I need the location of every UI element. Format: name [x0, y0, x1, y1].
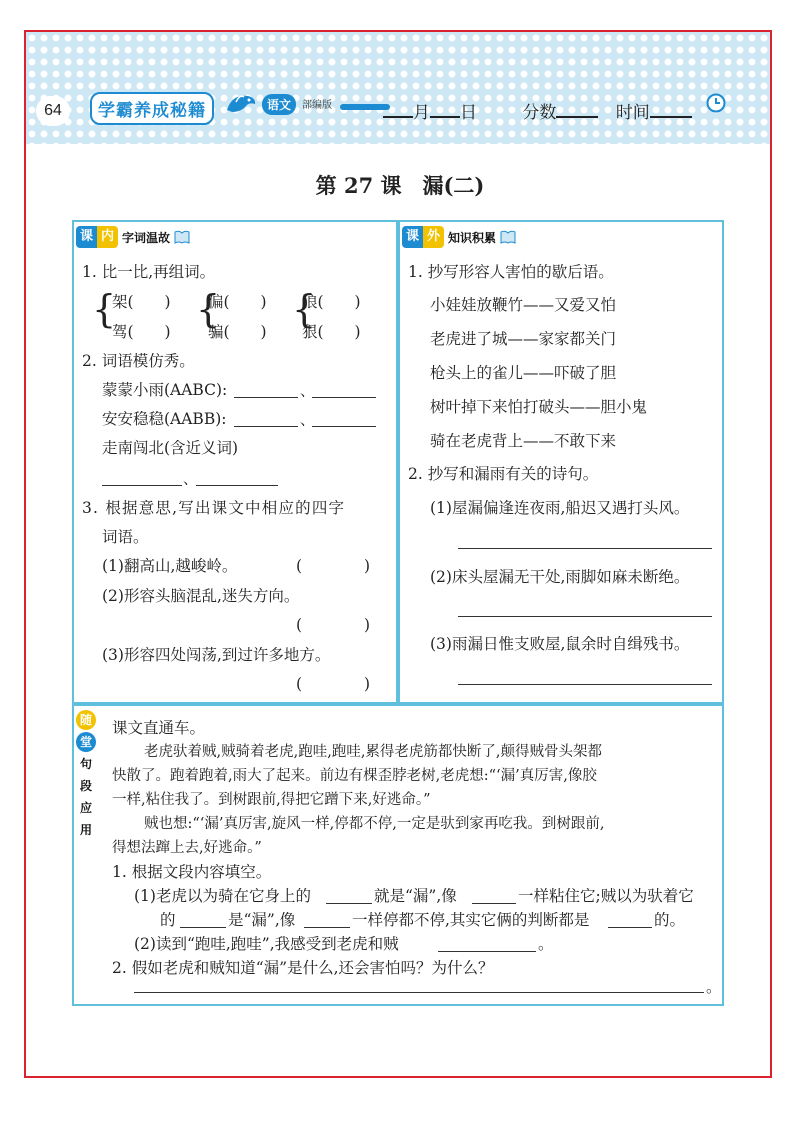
- vtag-char-4: 段: [76, 776, 96, 796]
- lesson-title: 第 27 课 漏(二): [315, 173, 485, 198]
- score-label: 分数: [522, 103, 557, 123]
- month-blank[interactable]: [383, 100, 413, 118]
- poem-2-copy-line[interactable]: [458, 616, 712, 617]
- vertical-section-tag: [76, 710, 98, 837]
- q1-1-part-d: 的: [160, 911, 176, 929]
- score-blank[interactable]: [556, 100, 598, 118]
- q3-item2: (2)形容头脑混乱,迷失方向。: [102, 587, 300, 605]
- saying-3: 枪头上的雀儿——吓破了胆: [430, 364, 617, 382]
- left-q3-label-2: 词语。: [102, 528, 149, 546]
- q1-1-blank-4[interactable]: [304, 927, 350, 928]
- q3-item3: (3)形容四处闯荡,到过许多地方。: [102, 646, 331, 664]
- vtag-char-3: 句: [76, 754, 96, 774]
- left-q3-label-1: 3. 根据意思,写出课文中相应的四字: [82, 499, 346, 517]
- pair3-top[interactable]: 狼( ): [302, 293, 361, 311]
- q1-1-part-c: 一样粘住它;贼以为驮着它: [518, 887, 694, 905]
- saying-4: 树叶掉下来怕打破头——胆小鬼: [430, 398, 648, 416]
- q3-item1: (1)翻高山,越峻岭。: [102, 557, 238, 575]
- brace-1: {: [92, 287, 117, 331]
- tag-wai: 外: [423, 226, 444, 248]
- pair2-bottom[interactable]: 骗( ): [208, 323, 267, 341]
- q3-paren1[interactable]: ( ): [296, 557, 371, 575]
- tag-ke: 课: [76, 226, 97, 248]
- date-score-line: [383, 98, 692, 123]
- vtag-char-6: 用: [76, 820, 96, 840]
- time-label: 时间: [615, 103, 650, 123]
- q2-blank-2b[interactable]: [312, 426, 376, 427]
- tag-ke-2: 课: [402, 226, 423, 248]
- q2-blank-3a[interactable]: [102, 485, 182, 486]
- pair1-top[interactable]: 架( ): [112, 293, 171, 311]
- right-q2-label: 2. 抄写和漏雨有关的诗句。: [408, 465, 599, 483]
- time-blank[interactable]: [650, 100, 692, 118]
- day-blank[interactable]: [430, 100, 460, 118]
- q1-1-blank-1[interactable]: [326, 903, 372, 904]
- q2-sep-3: 、: [183, 472, 198, 488]
- tag-nei: 内: [97, 226, 118, 248]
- q2-blank-3b[interactable]: [196, 485, 278, 486]
- dolphin-icon: [224, 90, 258, 118]
- right-q1-label: 1. 抄写形容人害怕的歇后语。: [408, 263, 614, 281]
- q1-1-part-f: 一样停都不停,其实它俩的判断都是: [352, 911, 590, 929]
- para1-line2: 快散了。跑着跑着,雨大了起来。前边有棵歪脖老树,老虎想:“‘漏’真厉害,像胶: [112, 768, 597, 784]
- edition-label: 部编版: [302, 100, 332, 111]
- left-q1-label: 1. 比一比,再组词。: [82, 263, 216, 281]
- poem-1: (1)屋漏偏逢连夜雨,船迟又遇打头风。: [430, 499, 690, 517]
- left-section-tag: [76, 226, 190, 248]
- brand-title: 学霸养成秘籍: [90, 92, 214, 125]
- q2-sep-1: 、: [300, 384, 315, 400]
- q2-end-mark: 。: [706, 978, 722, 996]
- day-label: 日: [460, 103, 477, 123]
- bottom-heading: 课文直通车。: [112, 719, 206, 737]
- bottom-q2-label: 2. 假如老虎和贼知道“漏”是什么,还会害怕吗？为什么？: [112, 959, 494, 977]
- q2-blank-1a[interactable]: [234, 397, 298, 398]
- right-section-tag: [402, 226, 516, 248]
- page-number: 64: [36, 96, 70, 126]
- para2-line2: 得想法蹿上去,好逃命。”: [112, 840, 262, 856]
- month-label: 月: [413, 103, 430, 123]
- subject-badge: 语文: [262, 94, 296, 115]
- para1-line3: 一样,粘住我了。到树跟前,得把它蹭下来,好逃命。”: [112, 792, 431, 808]
- q1-1-part-e: 是“漏”,像: [228, 911, 296, 929]
- q1-1-part-b: 就是“漏”,像: [374, 887, 457, 905]
- para1-line1: 老虎驮着贼,贼骑着老虎,跑哇,跑哇,累得老虎筋都快断了,颠得贼骨头架都: [144, 744, 603, 760]
- bottom-q1-label: 1. 根据文段内容填空。: [112, 863, 272, 881]
- q2-sep-2: 、: [300, 413, 315, 429]
- poem-2: (2)床头屋漏无干处,雨脚如麻未断绝。: [430, 568, 690, 586]
- q1-1-blank-5[interactable]: [608, 927, 652, 928]
- q3-paren3[interactable]: ( ): [296, 675, 371, 693]
- q2-blank-2a[interactable]: [234, 426, 298, 427]
- poem-3: (3)雨漏日惟支败屋,鼠余时自缉残书。: [430, 635, 690, 653]
- para2-line1: 贼也想:“‘漏’真厉害,旋风一样,停都不停,一定是驮到家再吃我。到树跟前,: [144, 816, 605, 832]
- q3-paren2[interactable]: ( ): [296, 616, 371, 634]
- pair2-top[interactable]: 偏( ): [208, 293, 267, 311]
- vtag-char-1: 随: [76, 710, 96, 730]
- brace-2: {: [196, 287, 221, 331]
- saying-2: 老虎进了城——家家都关门: [430, 330, 617, 348]
- book-icon: [500, 230, 516, 244]
- poem-1-copy-line[interactable]: [458, 548, 712, 549]
- brace-3: {: [292, 287, 317, 331]
- left-q2-label: 2. 词语模仿秀。: [82, 352, 195, 370]
- q1-2-blank[interactable]: [438, 951, 536, 952]
- vtag-char-5: 应: [76, 798, 96, 818]
- q1-1-part-a: (1)老虎以为骑在它身上的: [134, 887, 311, 905]
- q2-line1: 蒙蒙小雨(AABC):: [102, 381, 228, 399]
- q1-1-part-g: 的。: [654, 911, 686, 929]
- clock-icon: [706, 93, 726, 113]
- q1-1-blank-3[interactable]: [180, 927, 226, 928]
- poem-3-copy-line[interactable]: [458, 684, 712, 685]
- q2-blank-1b[interactable]: [312, 397, 376, 398]
- q2-line2: 安安稳稳(AABB):: [102, 410, 227, 428]
- tag-label-2: 知识积累: [448, 230, 497, 245]
- right-box: [398, 220, 724, 704]
- saying-5: 骑在老虎背上——不敢下来: [430, 432, 617, 450]
- header-band: [26, 32, 770, 144]
- pair1-bottom[interactable]: 驾( ): [112, 323, 171, 341]
- vtag-char-2: 堂: [76, 732, 96, 752]
- q1-2-part-a: (2)读到“跑哇,跑哇”,我感受到老虎和贼: [134, 935, 399, 953]
- q2-answer-line[interactable]: [134, 992, 704, 993]
- book-icon: [174, 230, 190, 244]
- q1-2-part-b: 。: [538, 935, 554, 953]
- tag-label: 字词温故: [122, 230, 171, 245]
- q1-1-blank-2[interactable]: [472, 903, 516, 904]
- pair3-bottom[interactable]: 狠( ): [302, 323, 361, 341]
- saying-1: 小娃娃放鞭竹——又爱又怕: [430, 296, 617, 314]
- q2-line3: 走南闯北(含近义词): [102, 439, 239, 457]
